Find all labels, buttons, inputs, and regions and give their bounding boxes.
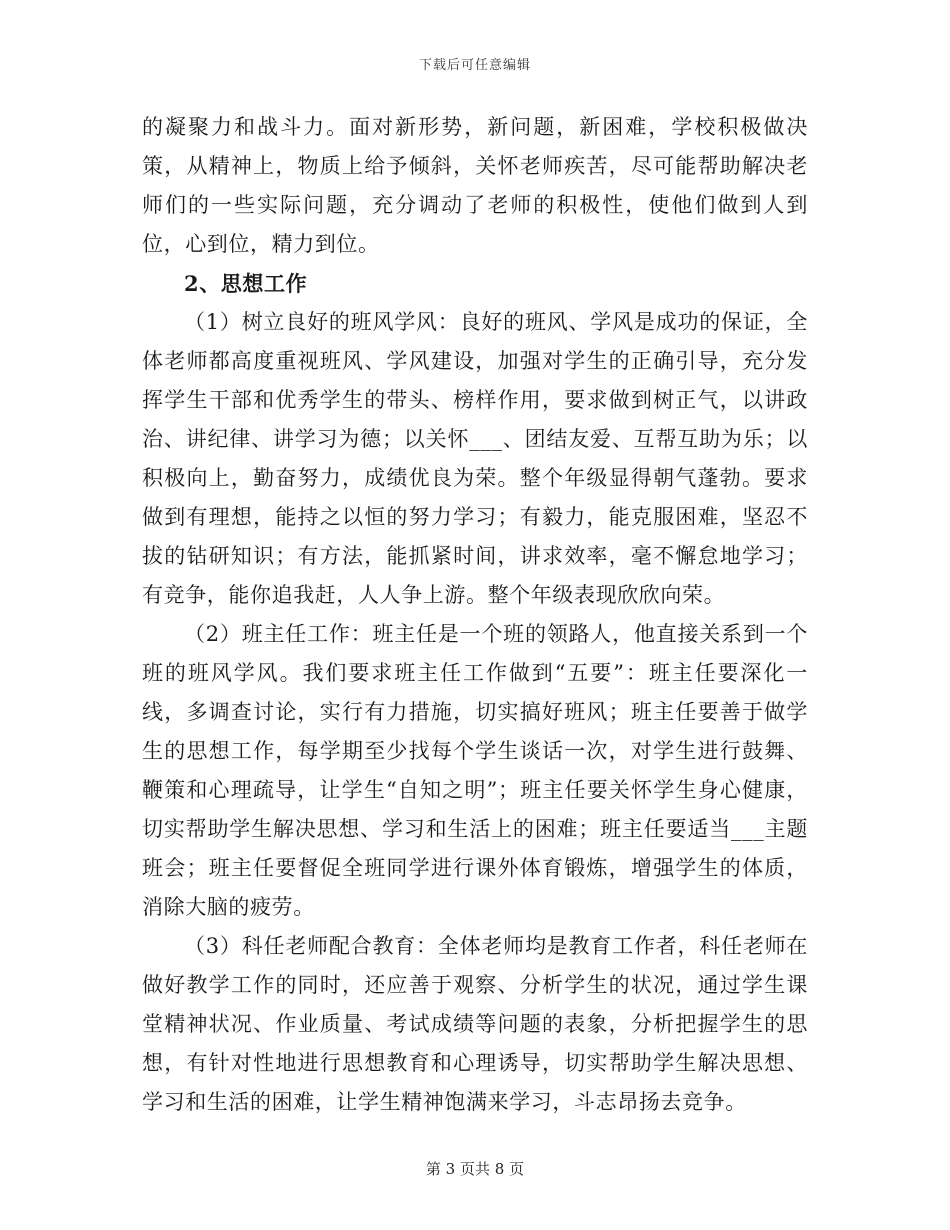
paragraph-continuation: 的凝聚力和战斗力。面对新形势，新问题，新困难，学校积极做决策，从精神上，物质上给予倾斜，关怀老师疾苦，尽可能帮助解决老师们的一些实际问题，充分调动了老师的积极性，使他们做到人到位，心到位，精力到位。 (142, 115, 808, 256)
page-header: 下载后可任意编辑 (418, 58, 531, 73)
section-heading: 2、思想工作 (184, 271, 308, 296)
paragraph-subject-teachers: （3）科任老师配合教育：全体老师均是教育工作者，科任老师在做好教学工作的同时，还应善于观察、分析学生的状况，通过学生课堂精神状况、作业质量、考试成绩等问题的表象，分析把握学生的思想，有针对性地进行思想教育和心理诱导，切实帮助学生解决思想、学习和生活的困难，让学生精神饱满来学习，斗志昂扬去竞争。 (142, 934, 808, 1114)
paragraph-head-teacher: （2）班主任工作：班主任是一个班的领路人，他直接关系到一个班的班风学风。我们要求班主任工作做到“五要”：班主任要深化一线，多调查讨论，实行有力措施，切实搞好班风；班主任要善于做学生的思想工作，每学期至少找每个学生谈话一次，对学生进行鼓舞、鞭策和心理疏导，让学生“自知之明”；班主任要关怀学生身心健康，切实帮助学生解决思想、学习和生活上的困难；班主任要适当___主题班会；班主任要督促全班同学进行课外体育锻炼，增强学生的体质，消除大脑的疲劳。 (142, 622, 808, 919)
page-footer: 第 3 页共 8 页 (425, 1160, 525, 1178)
document-body (142, 108, 808, 1122)
paragraph-class-style: （1）树立良好的班风学风：良好的班风、学风是成功的保证，全体老师都高度重视班风、学风建设，加强对学生的正确引导，充分发挥学生干部和优秀学生的带头、榜样作用，要求做到树正气，以讲政治、讲纪律、讲学习为德；以关怀___、团结友爱、互帮互助为乐；以积极向上，勤奋努力，成绩优良为荣。整个年级显得朝气蓬勃。要求做到有理想，能持之以恒的努力学习；有毅力，能克服困难，坚忍不拔的钻研知识；有方法，能抓紧时间，讲求效率，毫不懈怠地学习；有竞争，能你追我赶，人人争上游。整个年级表现欣欣向荣。 (142, 310, 808, 607)
